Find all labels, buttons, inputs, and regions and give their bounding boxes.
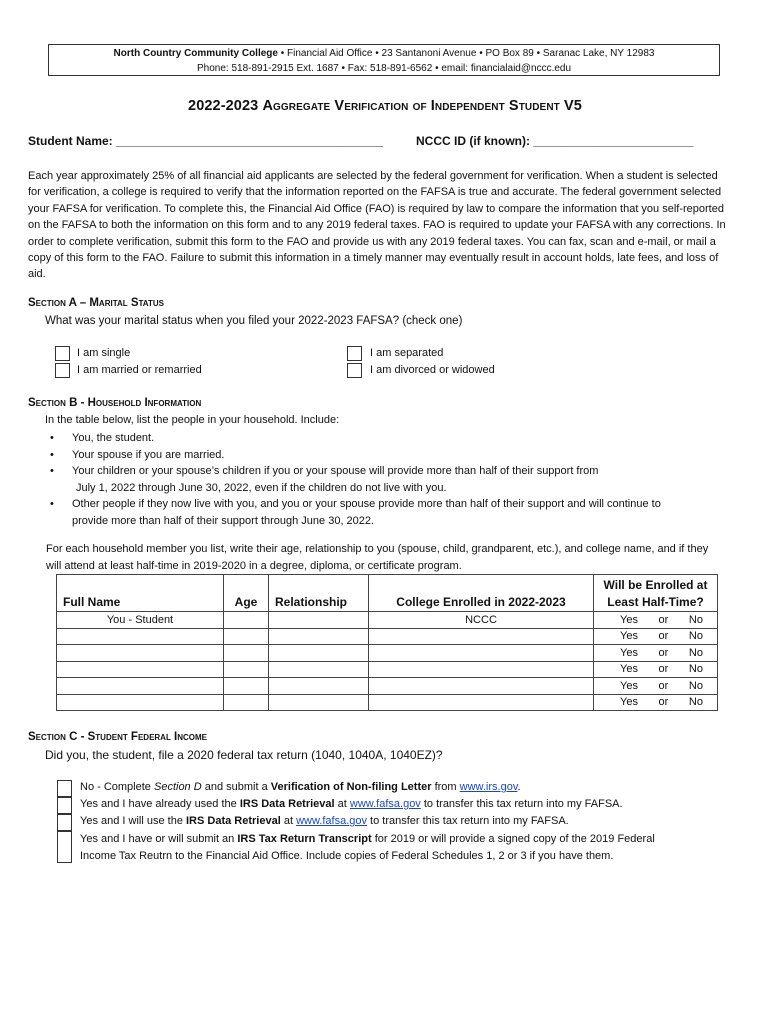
section-c-prefix: Section C — [28, 731, 78, 743]
col-college: College Enrolled in 2022-2023 — [369, 575, 594, 612]
no-option[interactable]: No — [688, 679, 703, 692]
opt-text-bold: IRS Tax Return Transcript — [237, 832, 372, 845]
col-enrolled-line1: Will be Enrolled at — [603, 578, 708, 592]
college-address: • Financial Aid Office • 23 Santanoni Avenue • PO Box 89 • Saranac Lake, NY 12983 — [277, 48, 655, 59]
or-text: or — [658, 630, 669, 643]
opt-text: to transfer this tax return into my FAFSA. — [366, 815, 569, 828]
section-c-heading — [28, 731, 207, 743]
section-b-prefix: Section B — [28, 397, 78, 409]
intro-paragraph: Each year approximately 25% of all financial aid applicants are selected by the federal government for verification. When a student is selected for verification, a college is required to verify that the information reported on the FAFSA is true and accurate. The federal government selected your FAFSA for verification. To complete this, the Financial Aid Office (FAO) is required by law to compare the information that you self-reported on the FAFSA to both the information on this form and to any 2019 federal taxes. FAO is required to update your FAFSA with any corrections. In order to complete verification, submit this form to the FAO and provide us with any 2019 federal taxes. You can fax, scan and e-mail, or mail a copy of this form to the FAO. Failure to submit this information in a timely manner may eventually result in account holds, late fees, and loss of aid. — [28, 170, 726, 281]
opt-text-bold: IRS Data Retrieval — [186, 815, 281, 828]
no-option[interactable]: No — [688, 696, 703, 709]
table-row — [57, 661, 718, 678]
row-name-cell[interactable] — [57, 628, 224, 645]
table-row — [57, 678, 718, 695]
tax-transcript-checkbox[interactable] — [57, 831, 72, 863]
row-enrolled-cell[interactable] — [594, 645, 718, 662]
col-full-name: Full Name — [57, 575, 224, 612]
row-relationship-cell[interactable] — [269, 661, 369, 678]
form-title-year: 2022-2023 — [188, 98, 259, 114]
bullet-continuation: provide more than half of their support through June 30, 2022. — [72, 514, 375, 527]
bullet-continuation: July 1, 2022 through June 30, 2022, even if the children do not live with you. — [76, 481, 447, 494]
divorced-label: I am divorced or widowed — [370, 364, 495, 376]
opt-text: from — [431, 781, 460, 793]
table-row — [57, 612, 718, 629]
college-header — [48, 44, 720, 76]
opt-text-bold: IRS Data Retrieval — [239, 798, 335, 811]
row-college-cell[interactable] — [369, 694, 594, 711]
section-c-options — [80, 779, 655, 865]
row-name-cell[interactable] — [57, 661, 224, 678]
option-tax-transcript — [80, 831, 655, 865]
row-age-cell[interactable] — [224, 678, 269, 695]
row-name-cell[interactable]: You - Student — [57, 612, 224, 629]
no-option[interactable]: No — [688, 663, 703, 676]
opt-text: at — [334, 798, 350, 811]
table-row — [57, 645, 718, 662]
or-text: or — [658, 663, 669, 676]
no-option[interactable]: No — [688, 613, 703, 626]
opt-text: Yes and I have already used the — [80, 798, 240, 811]
fafsa-link[interactable]: www.fafsa.gov — [296, 815, 367, 828]
row-relationship-cell[interactable] — [269, 612, 369, 629]
or-text: or — [658, 613, 669, 626]
irs-link[interactable]: www.irs.gov — [459, 781, 518, 793]
college-name: North Country Community College — [113, 48, 278, 59]
row-college-cell[interactable] — [369, 678, 594, 695]
yes-option[interactable]: Yes — [620, 630, 638, 643]
row-relationship-cell[interactable] — [269, 694, 369, 711]
nccc-id-field[interactable]: NCCC ID (if known): ________________________ — [416, 134, 694, 148]
yes-option[interactable]: Yes — [620, 696, 638, 709]
row-relationship-cell[interactable] — [269, 628, 369, 645]
row-age-cell[interactable] — [224, 628, 269, 645]
row-relationship-cell[interactable] — [269, 678, 369, 695]
table-row — [57, 694, 718, 711]
section-a-title: – Marital Status — [76, 297, 164, 309]
row-enrolled-cell[interactable] — [594, 694, 718, 711]
opt-text: and submit a — [201, 781, 271, 793]
college-contact: Phone: 518-891-2915 Ext. 1687 • Fax: 518-891-6562 • email: financialaid@nccc.edu — [196, 63, 572, 74]
form-title — [0, 98, 770, 114]
opt-text: Yes and I will use the — [80, 815, 186, 828]
yes-option[interactable]: Yes — [620, 613, 638, 626]
section-a-question: What was your marital status when you filed your 2022-2023 FAFSA? (check one) — [45, 315, 463, 327]
row-enrolled-cell[interactable] — [594, 628, 718, 645]
bullet-item — [50, 447, 661, 464]
opt-text: Yes and I have or will submit an — [80, 832, 238, 845]
col-enrolled — [594, 575, 718, 612]
bullet-text: Your spouse if you are married. — [72, 448, 225, 461]
opt-text: to transfer this tax return into my FAFSA. — [420, 798, 623, 811]
row-name-cell[interactable] — [57, 645, 224, 662]
opt-text: Income Tax Reutrn to the Financial Aid Office. Include copies of Federal Schedules 1, 2 or 3 if you have them. — [80, 849, 614, 862]
option-no-filing — [80, 779, 655, 796]
separated-checkbox[interactable] — [347, 346, 362, 361]
section-a-heading — [28, 297, 164, 309]
single-label: I am single — [77, 347, 131, 359]
opt-text: No - Complete — [80, 781, 154, 793]
divorced-checkbox[interactable] — [347, 363, 362, 378]
single-checkbox[interactable] — [55, 346, 70, 361]
married-checkbox[interactable] — [55, 363, 70, 378]
bullet-item — [50, 430, 661, 447]
bullet-text: You, the student. — [72, 432, 155, 444]
bullet-item — [50, 496, 661, 529]
section-b-instruction: In the table below, list the people in your household. Include: — [45, 414, 340, 426]
opt-text: at — [280, 815, 297, 828]
row-age-cell[interactable] — [224, 661, 269, 678]
bullet-item — [50, 463, 661, 496]
household-table — [56, 574, 718, 711]
separated-label: I am separated — [370, 347, 444, 359]
row-enrolled-cell[interactable] — [594, 612, 718, 629]
bullet-text: Other people if they now live with you, and you or your spouse provide more than half of their support and will continue to — [72, 498, 661, 511]
form-title-text: Aggregate Verification of Independent Student V5 — [262, 98, 582, 114]
option-data-retrieval-used — [80, 796, 655, 813]
yes-option[interactable]: Yes — [620, 663, 638, 676]
row-enrolled-cell[interactable] — [594, 678, 718, 695]
data-retrieval-used-checkbox[interactable] — [57, 797, 72, 814]
bullet-text: Your children or your spouse’s children if you or your spouse will provide more than half of their support from — [72, 465, 599, 478]
opt-text: for 2019 or will provide a signed copy of the 2019 Federal — [371, 832, 655, 845]
or-text: or — [658, 679, 669, 692]
row-age-cell[interactable] — [224, 612, 269, 629]
row-college-cell[interactable] — [369, 645, 594, 662]
opt-text-italic: Section D — [153, 781, 202, 793]
or-text: or — [658, 696, 669, 709]
row-name-cell[interactable] — [57, 678, 224, 695]
row-relationship-cell[interactable] — [269, 645, 369, 662]
col-enrolled-line2: Least Half-Time? — [607, 595, 704, 609]
id-fields — [28, 134, 694, 148]
household-bullets — [50, 430, 661, 530]
married-label: I am married or remarried — [77, 364, 202, 376]
no-option[interactable]: No — [688, 630, 703, 643]
no-filing-checkbox[interactable] — [57, 780, 72, 797]
or-text: or — [658, 646, 669, 659]
col-relationship: Relationship — [269, 575, 369, 612]
row-college-cell[interactable]: NCCC — [369, 612, 594, 629]
section-a-prefix: Section A — [28, 297, 77, 309]
section-b-title: - Household Information — [77, 397, 202, 409]
row-name-cell[interactable] — [57, 694, 224, 711]
student-name-field[interactable]: Student Name: ________________________________________ — [28, 134, 383, 148]
opt-text-bold: Verification of Non-filing Letter — [270, 781, 432, 793]
yes-option[interactable]: Yes — [620, 646, 638, 659]
col-age: Age — [224, 575, 269, 612]
section-c-question: Did you, the student, file a 2020 federal tax return (1040, 1040A, 1040EZ)? — [45, 748, 443, 762]
row-enrolled-cell[interactable] — [594, 661, 718, 678]
data-retrieval-will-use-checkbox[interactable] — [57, 814, 72, 831]
table-row — [57, 628, 718, 645]
row-age-cell[interactable] — [224, 694, 269, 711]
fafsa-link[interactable]: www.fafsa.gov — [349, 798, 421, 811]
section-b-heading — [28, 397, 201, 409]
option-data-retrieval-will-use — [80, 813, 655, 830]
row-age-cell[interactable] — [224, 645, 269, 662]
household-instructions: For each household member you list, write their age, relationship to you (spouse, child, grandparent, etc.), and college name, and if they will attend at least half-time in 2019-2020 in a degree, diploma, or certificate program. — [46, 543, 709, 572]
table-header-row — [57, 575, 718, 612]
yes-option[interactable]: Yes — [620, 679, 638, 692]
no-option[interactable]: No — [688, 646, 703, 659]
row-college-cell[interactable] — [369, 628, 594, 645]
opt-text: . — [517, 781, 521, 793]
row-college-cell[interactable] — [369, 661, 594, 678]
section-c-title: - Student Federal Income — [77, 731, 208, 743]
